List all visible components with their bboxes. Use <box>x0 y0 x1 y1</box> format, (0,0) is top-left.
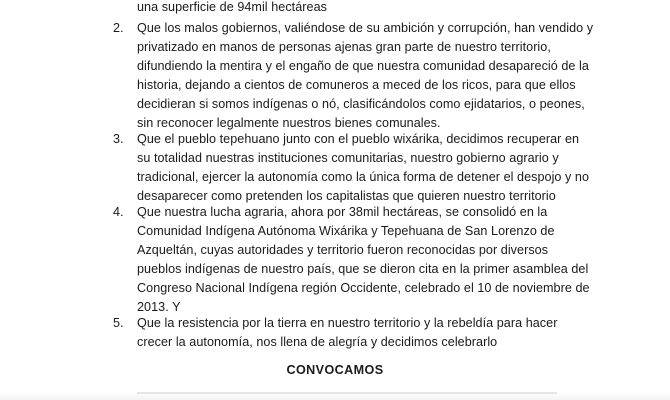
item-line: crecer la autonomía, nos llena de alegría y decidimos celebrarlo <box>137 335 498 349</box>
item-line: 2013. Y <box>137 300 181 314</box>
item-line: desaparecer como pretenden los capitalistas que quieren nuestro territorio <box>137 189 556 203</box>
item-line: Comunidad Indígena Autónoma Wixárika y Tepehuana de San Lorenzo de <box>137 224 555 238</box>
item-line: difundiendo la mentira y el engaño de que nuestra comunidad desapareció de la <box>137 59 589 73</box>
item-number: 5. <box>113 316 124 330</box>
item-number: 3. <box>113 132 124 146</box>
item-line: Que el pueblo tepehuano junto con el pueblo wixárika, decidimos recuperar en <box>137 132 580 146</box>
item-number: 2. <box>113 21 124 35</box>
item-line: pueblos indígenas de nuestro país, que se dieron cita en la primer asamblea del <box>137 262 589 276</box>
item-line: Congreso Nacional Indígena región Occidente, celebrado el 10 de noviembre de <box>137 281 590 295</box>
cut-off-text-line <box>137 392 557 394</box>
item-line: Que los malos gobiernos, valiéndose de su ambición y corrupción, han vendido y <box>137 21 594 35</box>
item-line: tradicional, ejercer la autonomía como la única forma de detener el despojo y no <box>137 170 590 184</box>
item-line: Que la resistencia por la tierra en nuestro territorio y la rebeldía para hacer <box>137 316 558 330</box>
item-number: 4. <box>113 205 124 219</box>
item-line: decidieran si somos indígenas o nó, clasificándolos como ejidatarios, o peones, <box>137 97 585 111</box>
item-line: historia, dejando a cientos de comuneros a meced de los ricos, para que ellos <box>137 78 576 92</box>
item-line: Que nuestra lucha agraria, ahora por 38mil hectáreas, se consolidó en la <box>137 205 548 219</box>
item-line: sin reconocer legalmente nuestros bienes comunales. <box>137 116 441 130</box>
item-line: privatizado en manos de personas ajenas gran parte de nuestro territorio, <box>137 40 551 54</box>
item-line: su totalidad nuestras instituciones comunitarias, nuestro gobierno agrario y <box>137 151 559 165</box>
section-heading: CONVOCAMOS <box>286 363 384 377</box>
lead-line: una superficie de 94mil hectáreas <box>137 0 327 14</box>
item-line: Azqueltán, cuyas autoridades y territorio fueron reconocidas por diversos <box>137 243 549 257</box>
